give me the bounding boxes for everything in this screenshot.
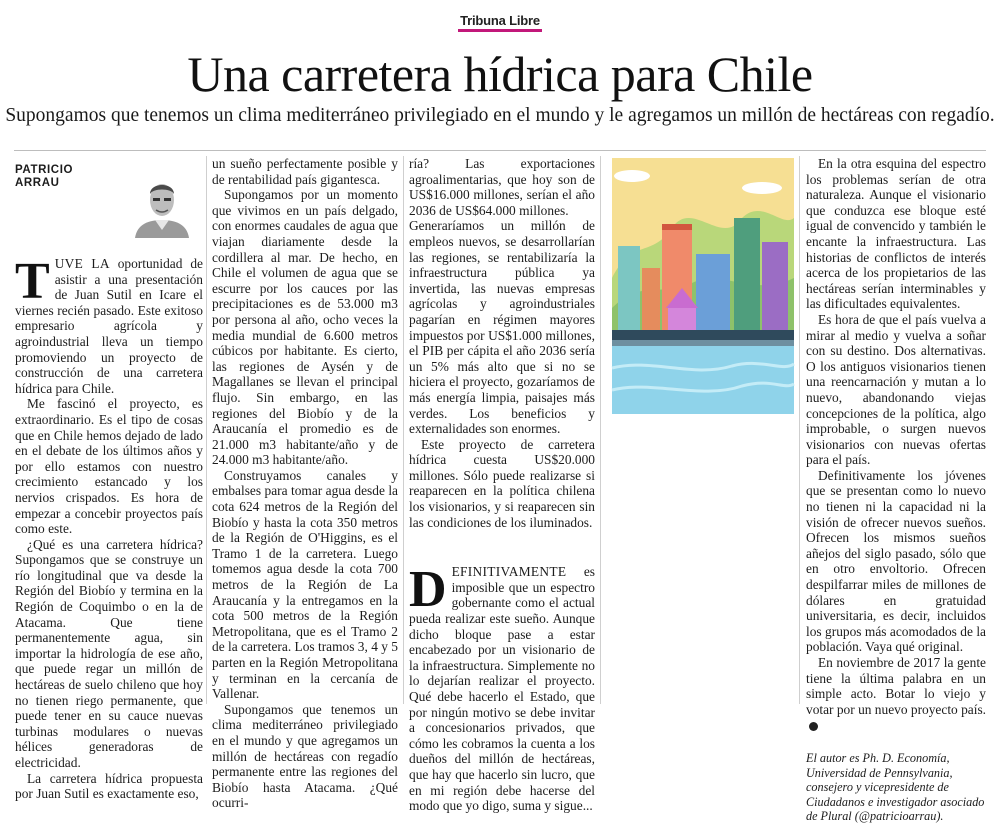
- byline: [15, 164, 203, 256]
- paragraph: En la otra esquina del espectro los problemas serían de otra naturaleza. Aunque el visionario que conduzca ese bloque esté igual de convencido y también le encante la infraestructura. Las historias de conflictos de interés acerca de los propietarios de las hectáreas serían interminables y las dificultades equivalentes.: [806, 156, 986, 312]
- city-river-illustration-icon: [612, 158, 794, 414]
- author-bio: El autor es Ph. D. Economía, Universidad de Pennsylvania, consejero y vicepresidente de Ciudadanos e investigador asociado de Plural (@patricioarrau).: [806, 750, 985, 824]
- column-rule: [403, 156, 404, 704]
- author-name: PATRICIO ARRAU: [15, 164, 74, 189]
- headline: Una carretera hídrica para Chile: [187, 46, 813, 102]
- section-tag: [0, 12, 1000, 30]
- paragraph: un sueño perfectamente posible y de rentabilidad país gigantesca.: [212, 156, 398, 187]
- paragraph: Supongamos por un momento que vivimos en un país delgado, con enormes caudales de agua que viajan diariamente desde la cordillera al mar. De hecho, en Chile el volumen de agua que se escurre por los cauces por las precipitaciones es de 53.000 m3 por persona al año, ocho veces la media mundial de 6.600 metros cúbicos por habitante. Es cierto, las regiones de Aysén y de Magallanes se llevan el principal flujo. Sin embargo, en las regiones del Biobío y de la Araucanía el promedio es de 21.000 m3 habitante/año y de 24.000 m3 habitante/año.: [212, 187, 398, 468]
- author-portrait-icon: [131, 170, 193, 238]
- column-rule: [600, 156, 601, 704]
- paragraph: Construyamos canales y embalses para tomar agua desde la cota 624 metros de la Región del Biobío y hasta la cota 350 metros de la Región de O'Higgins, es el Tramo 1 de la carretera. Luego tomemos agua desde la cota 700 metros de la Región de La Araucanía y la entregamos en la cota 500 metros de la Región Metropolitana, que es el Tramo 2 de la carretera. Los tramos 3, 4 y 5 parten en la Región Metropolitana y terminan en la cercanía de Vallenar.: [212, 467, 398, 702]
- drop-cap: T: [15, 253, 50, 310]
- column-rule: [799, 156, 800, 704]
- subheadline: Supongamos que tenemos un clima mediterráneo privilegiado en el mundo y le agregamos un millón de hectáreas con regadío.: [5, 105, 995, 126]
- section-label: Tribuna Libre: [458, 13, 542, 32]
- article-column-1: PATRICIO ARRAU TUVE LA oportunidad de asistir a una presentación de Juan Sutil en Icare el viernes recién pasado. Este exitoso empresario agrícola y agroindustrial lleva un tiempo promoviendo un proyecto de construcción de una carretera hídrica para Chile. Me fascinó el proyecto, es extraordinario. Es el tipo de cosas que en Chile hemos dejado de lado en el debate de los últimos años y por ello estamos con nuestro crecimiento estancado y los nervios crispados. Es hora de empezar a concebir proyectos país como este. ¿Qué es una carretera hídrica? Supongamos que se construye un río longitudinal que va desde la Región del Biobío y termina en la Región de Coquimbo o en la de Atacama. Que tiene permanentemente agua, sin importar la hidrología de ese año, que puede regar un millón de hectáreas de suelo chileno que hoy no tienen riego permanente, que puede tener en su cauce nuevas turbinas modulares o nuevas hélices generadoras de electricidad. La carretera hídrica propuesta por Juan Sutil es exactamente eso,: [15, 164, 203, 802]
- paragraph: ¿Qué es una carretera hídrica? Supongamos que se construye un río longitudinal que va desde la Región del Biobío y termina en la Región de Coquimbo o en la de Atacama. Que tiene permanentemente agua, sin importar la hidrología de ese año, que puede regar un millón de hectáreas de suelo chileno que hoy no tienen riego permanente, que puede tener en su cauce nuevas turbinas modulares o nuevas hélices generadoras de electricidad.: [15, 536, 203, 770]
- paragraph: Me fascinó el proyecto, es extraordinario. Es el tipo de cosas que en Chile hemos dejado de lado en el debate de los últimos años y por ello estamos con nuestro crecimiento estancado y los nervios crispados. Es hora de empezar a concebir proyectos país como este.: [15, 396, 203, 537]
- paragraph: Es hora de que el país vuelva a mirar al medio y vuelva a soñar con su destino. Dos alternativas. O los antiguos visionarios tienen una reencarnación y mutan a lo nuevo, abandonando viejas concepciones de la política, algo improbable, o surgen nuevos visionarios con nuevas ofertas para el país.: [806, 311, 986, 468]
- article-column-4: [806, 156, 986, 824]
- drop-cap: D: [409, 561, 447, 619]
- paragraph: ría? Las exportaciones agroalimentarias, que hoy son de US$16.000 millones, serían el año 2036 de US$64.000 millones.: [409, 156, 595, 218]
- paragraph: Generaríamos un millón de empleos nuevos, se desarrollarían las regiones, se rentabilizaría la infraestructura pública ya invertida, las nuevas empresas agrícolas y agroindustriales pagarían en régimen mayores impuestos por US$1.000 millones, el PIB per cápita el año 2036 sería un 5% más alto que si no se hiciera el proyecto, gozaríamos de más energía limpia, paisajes más verdes. Los beneficios y externalidades son enormes.: [409, 218, 595, 437]
- paragraph: Supongamos que tenemos un clima mediterráneo privilegiado en el mundo y que agregamos un millón de hectáreas con regadío permanente entre las regiones del Biobío hasta Atacama. ¿Qué ocurri-: [212, 701, 398, 811]
- paragraph: La carretera hídrica propuesta por Juan Sutil es exactamente eso,: [15, 770, 203, 802]
- top-rule: [14, 150, 986, 151]
- paragraph: Definitivamente los jóvenes que se presentan como lo nuevo no tienen ni la capacidad ni la visión de ofrecer nuevos sueños. Ofrecen los mismos sueños añejos del siglo pasado, sólo que en otro envoltorio. Ofrecen despilfarrar miles de millones de dólares en gratuidad universitaria, es decir, incluidos los grupos más acomodados de la población. Vaya qué original.: [806, 467, 986, 655]
- article-column-3: ría? Las exportaciones agroalimentarias, que hoy son de US$16.000 millones, serían el año 2036 de US$64.000 millones. Generaríamos un millón de empleos nuevos, se desarrollarían las regiones, se rentabilizaría la infraestructura pública ya invertida, las nuevas empresas agrícolas y agroindustriales pagarían en régimen mayores impuestos por US$1.000 millones, el PIB per cápita el año 2036 sería un 5% más alto que si no se hiciera el proyecto, gozaríamos de más energía limpia, paisajes más verdes. Los beneficios y externalidades son enormes. Este proyecto de carretera hídrica cuesta US$20.000 millones. Sólo puede realizarse si reaparecen en la política chilena los visionarios, y si reaparecen sin las condiciones de los iluminados. DEFINITIVAMENTE es imposible que un espectro gobernante como el actual pueda realizar este sueño. Aunque dicho bloque pase a estar encabezado por un visionario de la infraestructura. Simplemente no lo dejarían realizar el proyecto. Qué debe hacerlo el Estado, que por ningún motivo se debe invitar a concesionarios privados, que cómo les cobramos la cuenta a los dueños del millón de hectáreas, que hay que hacerlo sin lucro, que en mi región debe hacerse del modo que yo digo, suma y sigue...: [409, 156, 595, 814]
- paragraph: Este proyecto de carretera hídrica cuesta US$20.000 millones. Sólo puede realizarse si reaparecen en la política chilena los visionarios, y si reaparecen sin las condiciones de los iluminados.: [409, 436, 595, 530]
- column-rule: [206, 156, 207, 704]
- end-of-article-mark-icon: [809, 722, 818, 731]
- paragraph: En noviembre de 2017 la gente tiene la última palabra en un simple acto. Botar lo viejo y votar por un nuevo proyecto país.: [806, 655, 986, 733]
- article-column-2: [212, 156, 398, 811]
